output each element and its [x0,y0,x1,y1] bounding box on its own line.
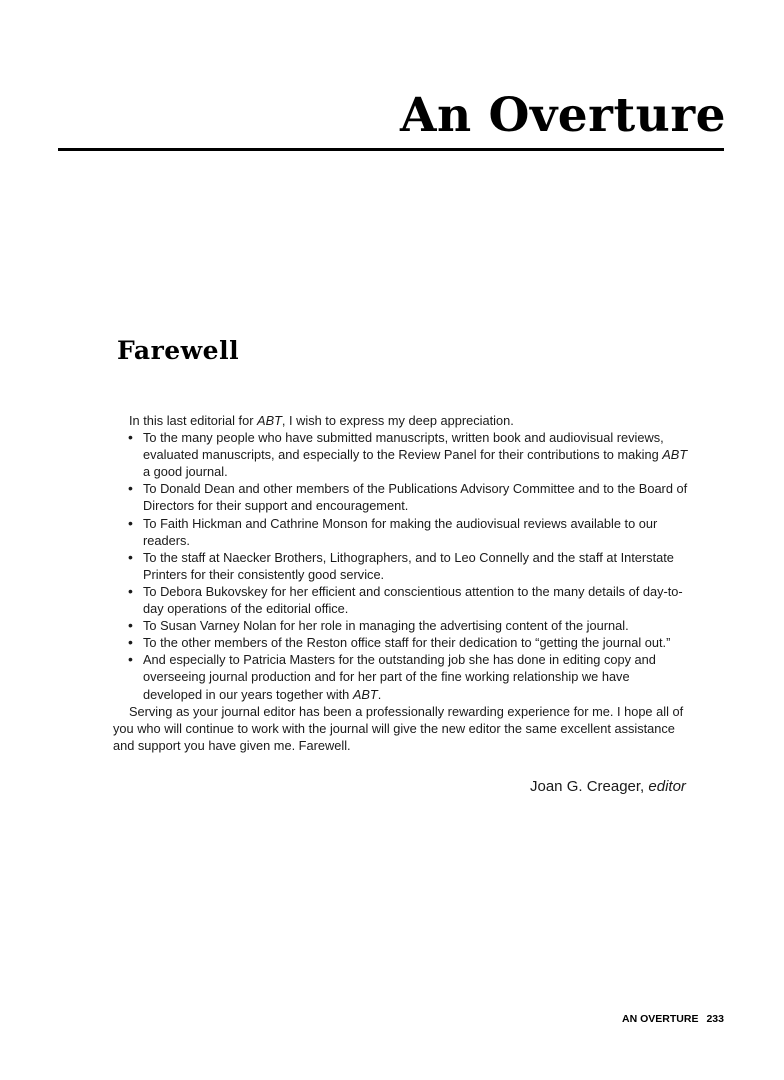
section-heading: Farewell [117,336,240,365]
acknowledgement-list [113,429,688,703]
bullet-icon: • [128,634,133,651]
list-item-text: To the other members of the Reston office staff for their dedication to “getting the journal out.” [143,635,671,651]
list-item [113,583,688,617]
intro-paragraph [113,412,688,429]
journal-name: ABT [257,413,282,428]
list-item-text: To Faith Hickman and Cathrine Monson for making the audiovisual reviews available to our readers. [143,515,658,548]
list-item [113,651,688,702]
running-footer [622,1013,724,1025]
bullet-icon: • [128,617,133,634]
list-item [113,515,688,549]
list-item-text: To Susan Varney Nolan for her role in managing the advertising content of the journal. [143,618,629,634]
bullet-icon: • [128,582,133,599]
bullet-icon: • [128,651,133,668]
list-item [113,634,688,651]
list-item-tail: a good journal. [143,464,228,480]
bullet-icon: • [128,480,133,497]
intro-before: In this last editorial for [129,413,258,428]
list-item [113,429,688,480]
signature-name: Joan G. Creager, [530,778,645,795]
page-number: 233 [706,1013,724,1025]
signature-role: editor [648,778,686,795]
list-item-text: To Debora Bukovskey for her efficient and conscientious attention to the many details of day-to-day operations of the editorial office. [143,583,683,617]
bullet-icon: • [128,548,133,565]
list-item-text: To the staff at Naecker Brothers, Lithographers, and to Leo Connelly and the staff at Interstate Printers for their consistently good service. [143,549,674,582]
list-item-text: And especially to Patricia Masters for the outstanding job she has done in editing copy and overseeing journal production and for her part of the fine working relationship we have developed in our years together with [143,652,656,702]
running-head: AN OVERTURE [622,1013,699,1025]
intro-after: , I wish to express my deep appreciation. [281,413,514,428]
closing-paragraph: Serving as your journal editor has been a professionally rewarding experience for me. I hope all of you who will continue to work with the journal will give the new editor the same excellent assistance and support you have given me. Farewell. [113,703,684,753]
list-item-tail: . [377,686,382,702]
page-title: An Overture [400,88,726,143]
list-item [113,617,688,634]
journal-name: ABT [352,686,378,702]
signature [530,778,686,795]
list-item-text: To Donald Dean and other members of the Publications Advisory Committee and to the Board of Directors for their support and encouragement. [143,481,688,514]
bullet-icon: • [128,429,133,446]
list-item [113,549,688,583]
list-item [113,480,688,514]
editorial-body [113,412,688,754]
bullet-icon: • [128,514,133,531]
journal-name: ABT [662,447,688,463]
list-item-text: To the many people who have submitted manuscripts, written book and audiovisual reviews, evaluated manuscripts, and especially to the Review Panel for their contributions to making [143,430,664,463]
title-rule [58,148,724,151]
